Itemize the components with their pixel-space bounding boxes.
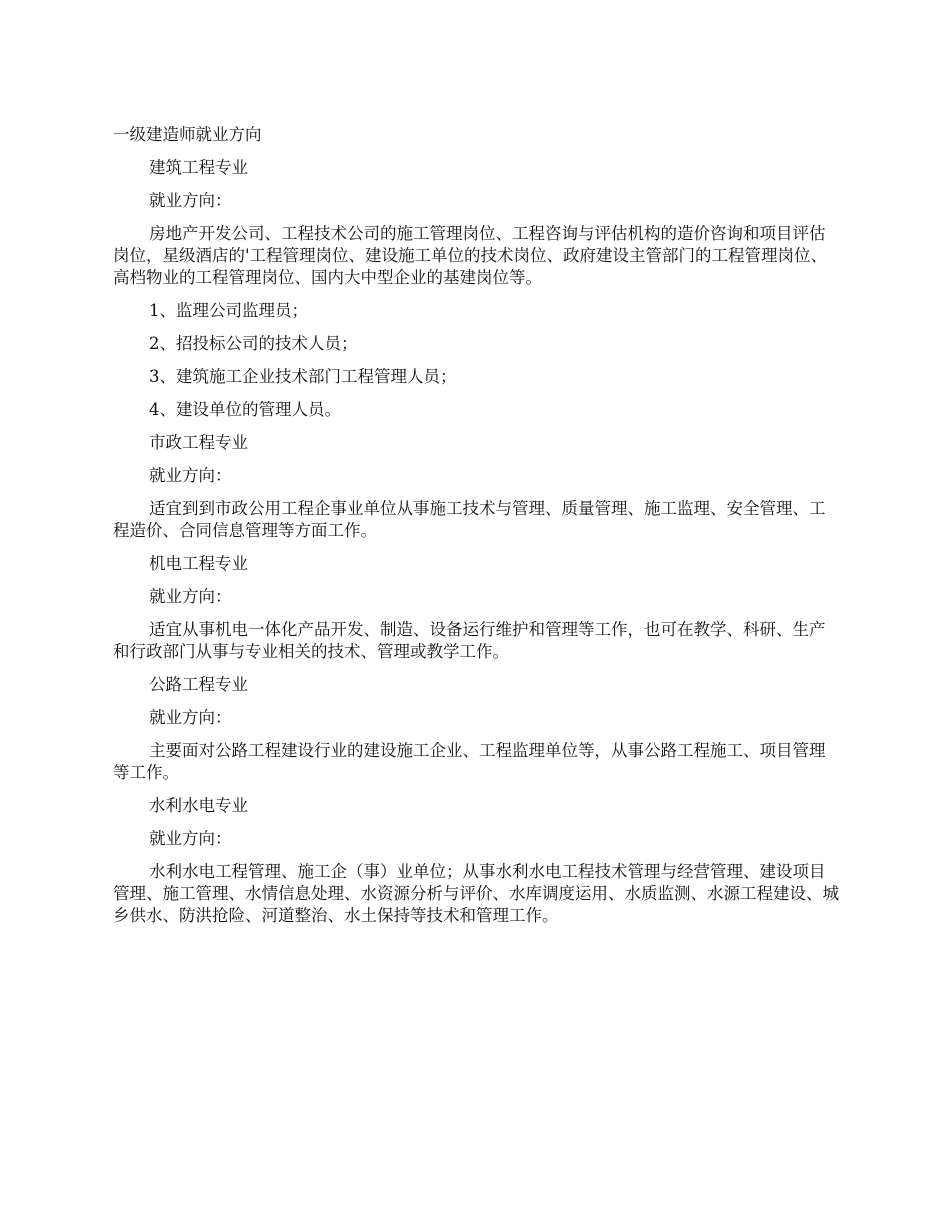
section-heading: 公路工程专业	[149, 675, 248, 694]
section-label: 就业方向：	[149, 191, 232, 210]
section-paragraph: 适宜到到市政公用工程企事业单位从事施工技术与管理、质量管理、施工监理、安全管理、工程造价、合同信息管理等方面工作。	[113, 499, 826, 540]
section-label: 就业方向：	[149, 829, 232, 848]
section-paragraph: 适宜从事机电一体化产品开发、制造、设备运行维护和管理等工作，也可在教学、科研、生产和行政部门从事与专业相关的技术、管理或教学工作。	[113, 620, 826, 661]
section-label: 就业方向：	[149, 708, 232, 727]
list-item: 1、监理公司监理员；	[149, 301, 308, 320]
section-paragraph: 水利水电工程管理、施工企（事）业单位；从事水利水电工程技术管理与经营管理、建设项目管理、施工管理、水情信息处理、水资源分析与评价、水库调度运用、水质监测、水源工程建设、城乡供水、防洪抢险、河道整治、水土保持等技术和管理工作。	[113, 862, 839, 925]
section-label: 就业方向：	[149, 466, 232, 485]
section-heading: 机电工程专业	[149, 554, 248, 573]
document-title: 一级建造师就业方向	[113, 125, 262, 144]
section-paragraph: 房地产开发公司、工程技术公司的施工管理岗位、工程咨询与评估机构的造价咨询和项目评估岗位，星级酒店的'工程管理岗位、建设施工单位的技术岗位、政府建设主管部门的工程管理岗位、高档物业的工程管理岗位、国内大中型企业的基建岗位等。	[113, 224, 828, 287]
list-item: 4、建设单位的管理人员。	[149, 400, 341, 419]
list-item: 3、建筑施工企业技术部门工程管理人员；	[149, 367, 457, 386]
section-paragraph: 主要面对公路工程建设行业的建设施工企业、工程监理单位等，从事公路工程施工、项目管理等工作。	[113, 741, 826, 782]
section-heading: 水利水电专业	[149, 796, 248, 815]
section-label: 就业方向：	[149, 587, 232, 606]
document-body	[113, 124, 841, 927]
section-heading: 建筑工程专业	[149, 158, 248, 177]
section-heading: 市政工程专业	[149, 433, 248, 452]
list-item: 2、招投标公司的技术人员；	[149, 334, 358, 353]
